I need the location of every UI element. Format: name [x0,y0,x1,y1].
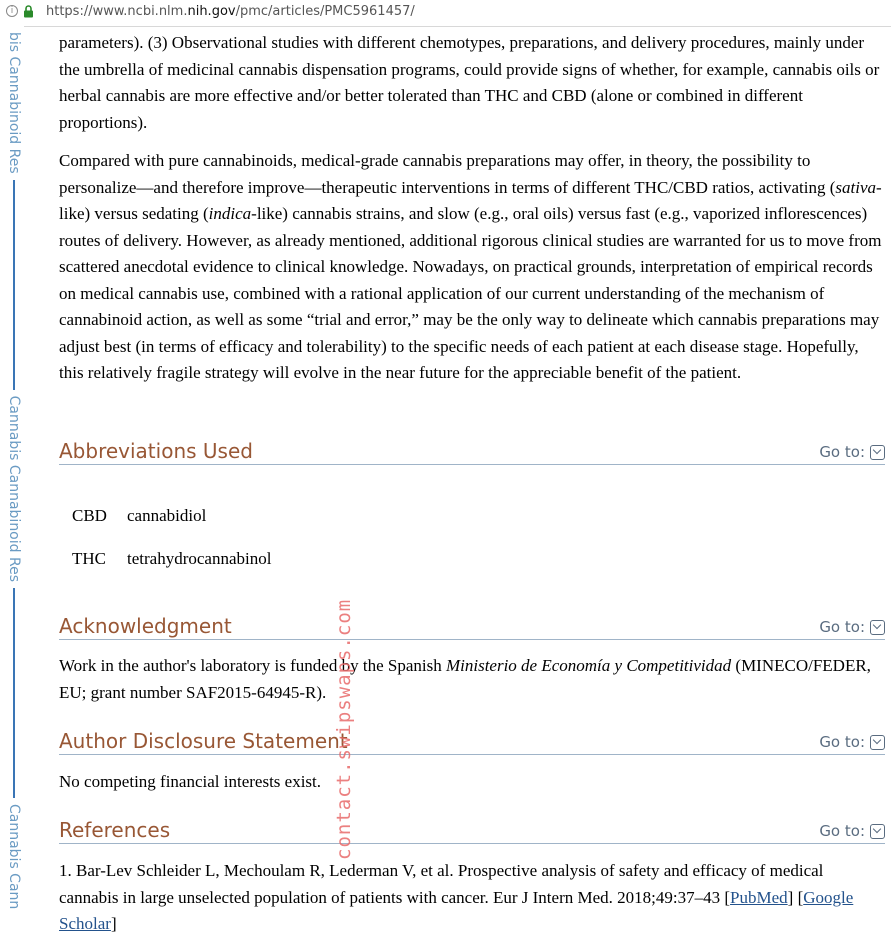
abbreviation-row [72,549,271,569]
section-header-acknowledgment [59,605,885,640]
goto-menu[interactable]: Go to: [819,618,885,636]
chevron-down-icon[interactable] [870,620,885,635]
sidebar-journal-label[interactable]: Cannabis Cann [6,803,22,910]
goto-menu[interactable]: Go to: [819,733,885,751]
journal-sidebar[interactable] [0,26,24,943]
chevron-down-icon[interactable] [870,735,885,750]
acknowledgment-text: Work in the author's laboratory is funded by the Spanish Ministerio de Economía y Competitividad (MINECO/FEDER, EU; grant number SAF2015-64945-R). [59,656,871,702]
abbreviation-row [72,506,206,526]
address-bar[interactable] [0,0,891,27]
abbreviation-definition: tetrahydrocannabinol [127,549,272,568]
section-header-references [59,809,885,844]
article-paragraph: Compared with pure cannabinoids, medical-grade cannabis preparations may offer, in theory, the possibility to personalize—and therefore improve—therapeutic interventions in terms of different THC/CBD ratios, activating (sativa-like) versus sedating (indica-like) cannabis strains, and slow (e.g., oral oils) versus fast (e.g., vaporized inflorescences) routes of delivery. However, as already mentioned, additional rigorous clinical studies are warranted for us to move from scattered anecdotal evidence to clinical knowledge. Nowadays, on practical grounds, interpretation of empirical records on medical cannabis use, combined with a rational application of our current understanding of the mechanism of cannabinoid action, as well as some “trial and error,” may be the only way to delineate which cannabis preparations may adjust best (in terms of efficacy and tolerability) to the specific needs of each patient at each disease stage. Hopefully, this relatively fragile strategy will evolve in the near future for the appreciable benefit of the patient. [59,151,882,382]
section-title: References [59,818,171,842]
section-header-abbreviations [59,430,885,465]
sidebar-journal-label[interactable]: Cannabis Cannabinoid Res [6,395,22,582]
article-paragraph: parameters). (3) Observational studies with different chemotypes, preparations, and delivery procedures, mainly under the umbrella of medicinal cannabis dispensation programs, could provide signs of whether, for example, cannabis oils or herbal cannabis are more effective and/or better tolerated than THC and CBD (alone or combined in different proportions). [59,33,880,132]
abbreviation-term: CBD [72,506,107,525]
google-scholar-link[interactable]: Google Scholar [59,887,854,933]
pubmed-link[interactable]: PubMed [730,887,788,907]
goto-menu[interactable]: Go to: [819,822,885,840]
section-header-disclosure [59,720,885,755]
chevron-down-icon[interactable] [870,445,885,460]
lock-icon [23,5,34,18]
url-text[interactable]: https://www.ncbi.nlm.nih.gov/pmc/articles/PMC5961457/ [46,4,415,19]
info-icon[interactable]: i [6,5,18,17]
abbreviation-definition: cannabidiol [127,506,207,525]
watermark-text: contact.swipswaps.com [333,598,355,860]
goto-menu[interactable]: Go to: [819,443,885,461]
sidebar-journal-label[interactable]: bis Cannabinoid Res [6,32,22,174]
abbreviation-term: THC [72,549,106,568]
reference-item: 1. Bar-Lev Schleider L, Mechoulam R, Lederman V, et al. Prospective analysis of safety and efficacy of medical cannabis in large unselected population of patients with cancer. Eur J Intern Med. 2018;49:37–43 [PubMed] [Google Scholar] [59,861,854,933]
section-title: Acknowledgment [59,614,232,638]
chevron-down-icon[interactable] [870,824,885,839]
section-title: Author Disclosure Statement [59,729,348,753]
sidebar-divider [13,180,15,390]
sidebar-divider [13,588,15,798]
section-title: Abbreviations Used [59,439,253,463]
disclosure-text: No competing financial interests exist. [59,772,322,791]
